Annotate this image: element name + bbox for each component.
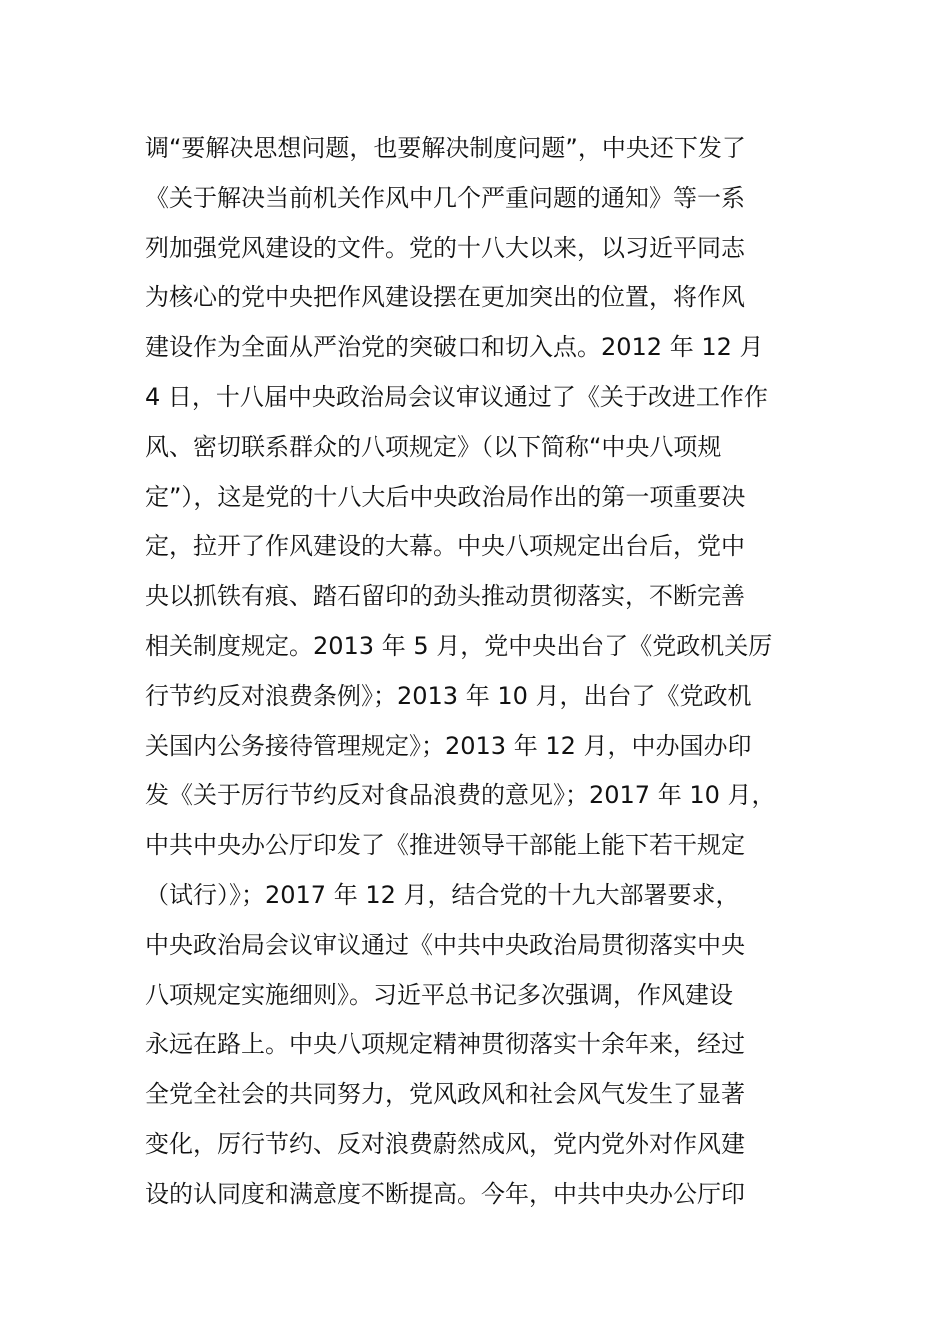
text-line: 4 日，十八届中央政治局会议审议通过了《关于改进工作作 <box>145 382 768 411</box>
text-line: 相关制度规定。2013 年 5 月，党中央出台了《党政机关厉 <box>145 631 773 660</box>
text-line: 中央政治局会议审议通过《中共中央政治局贯彻落实中央 <box>145 930 745 959</box>
text-line: 行节约反对浪费条例》；2013 年 10 月，出台了《党政机 <box>145 681 752 710</box>
text-line: 定，拉开了作风建设的大幕。中央八项规定出台后，党中 <box>145 532 745 561</box>
text-line: 设的认同度和满意度不断提高。今年，中共中央办公厅印 <box>145 1179 745 1208</box>
text-line: 变化，厉行节约、反对浪费蔚然成风，党内党外对作风建 <box>145 1129 745 1158</box>
text-line: 建设作为全面从严治党的突破口和切入点。2012 年 12 月 <box>145 333 764 362</box>
text-line: 发《关于厉行节约反对食品浪费的意见》；2017 年 10 月， <box>145 781 776 810</box>
text-line: 《关于解决当前机关作风中几个严重问题的通知》等一系 <box>145 183 745 212</box>
text-line: 永远在路上。中央八项规定精神贯彻落实十余年来，经过 <box>145 1030 745 1059</box>
text-line: 风、密切联系群众的八项规定》（以下简称“中央八项规 <box>145 432 722 461</box>
body-paragraph <box>145 124 825 1220</box>
text-line: 关国内公务接待管理规定》；2013 年 12 月，中办国办印 <box>145 731 752 760</box>
text-line: 全党全社会的共同努力，党风政风和社会风气发生了显著 <box>145 1080 745 1109</box>
text-line: 八项规定实施细则》。习近平总书记多次强调，作风建设 <box>145 980 733 1009</box>
text-line: 定”），这是党的十八大后中央政治局作出的第一项重要决 <box>145 482 746 511</box>
text-line: （试行）》；2017 年 12 月，结合党的十九大部署要求， <box>145 880 740 909</box>
text-line: 中共中央办公厅印发了《推进领导干部能上能下若干规定 <box>145 831 745 860</box>
text-line: 央以抓铁有痕、踏石留印的劲头推动贯彻落实，不断完善 <box>145 582 745 611</box>
text-line: 调“要解决思想问题，也要解决制度问题”，中央还下发了 <box>145 134 746 162</box>
text-line: 列加强党风建设的文件。党的十八大以来，以习近平同志 <box>145 233 745 262</box>
text-line: 为核心的党中央把作风建设摆在更加突出的位置，将作风 <box>145 283 745 312</box>
